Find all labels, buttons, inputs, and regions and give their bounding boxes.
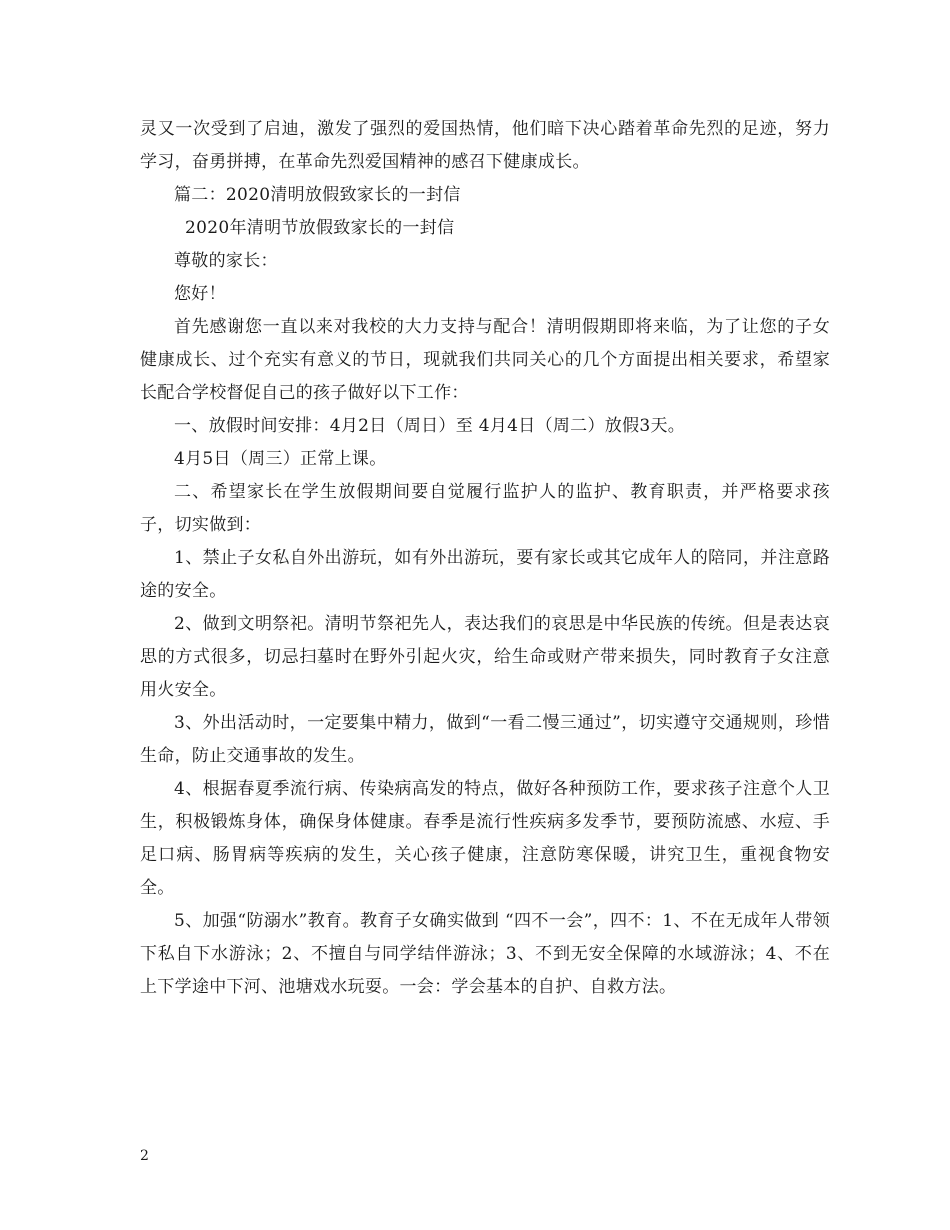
paragraph-continuation: 灵又一次受到了启迪，激发了强烈的爱国热情，他们暗下决心踏着革命先烈的足迹，努力学习，奋勇拼搏，在革命先烈爱国精神的感召下健康成长。 [140,119,830,172]
paragraph-item-1: 1、禁止子女私自外出游玩，如有外出游玩，要有家长或其它成年人的陪同，并注意路途的安全。 [140,548,830,601]
paragraph-schedule: 一、放假时间安排：4月2日（周日）至 4月4日（周二）放假3天。 [174,416,686,436]
letter-title: 2020年清明节放假致家长的一封信 [185,218,455,238]
paragraph-parent-duty: 二、希望家长在学生放假期间要自觉履行监护人的监护、教育职责，并严格要求孩子，切实做到： [140,482,830,535]
letter-salutation: 尊敬的家长： [174,251,278,271]
page-number: 2 [140,1148,149,1164]
document-body [140,113,830,1004]
paragraph-resume-class: 4月5日（周三）正常上课。 [174,449,387,469]
paragraph-item-4: 4、根据春夏季流行病、传染病高发的特点，做好各种预防工作，要求孩子注意个人卫生，积极锻炼身体，确保身体健康。春季是流行性疾病多发季节，要预防流感、水痘、手足口病、肠胃病等疾病的发生，关心孩子健康，注意防寒保暖，讲究卫生，重视食物安全。 [140,779,830,898]
section-heading: 篇二：2020清明放假致家长的一封信 [174,185,461,205]
paragraph-item-5: 5、加强“防溺水”教育。教育子女确实做到 “四不一会”，四不：1、不在无成年人带领下私自下水游泳；2、不擅自与同学结伴游泳；3、不到无安全保障的水域游泳；4、不在上下学途中下河、池塘戏水玩耍。一会：学会基本的自护、自救方法。 [140,911,830,997]
paragraph-item-2: 2、做到文明祭祀。清明节祭祀先人，表达我们的哀思是中华民族的传统。但是表达哀思的方式很多，切忌扫墓时在野外引起火灾，给生命或财产带来损失，同时教育子女注意用火安全。 [140,614,830,700]
paragraph-item-3: 3、外出活动时，一定要集中精力，做到“一看二慢三通过”，切实遵守交通规则，珍惜生命，防止交通事故的发生。 [140,713,830,766]
paragraph-intro: 首先感谢您一直以来对我校的大力支持与配合！清明假期即将来临，为了让您的子女健康成长、过个充实有意义的节日，现就我们共同关心的几个方面提出相关要求，希望家长配合学校督促自己的孩子做好以下工作： [140,317,830,403]
letter-greeting: 您好！ [174,284,226,304]
